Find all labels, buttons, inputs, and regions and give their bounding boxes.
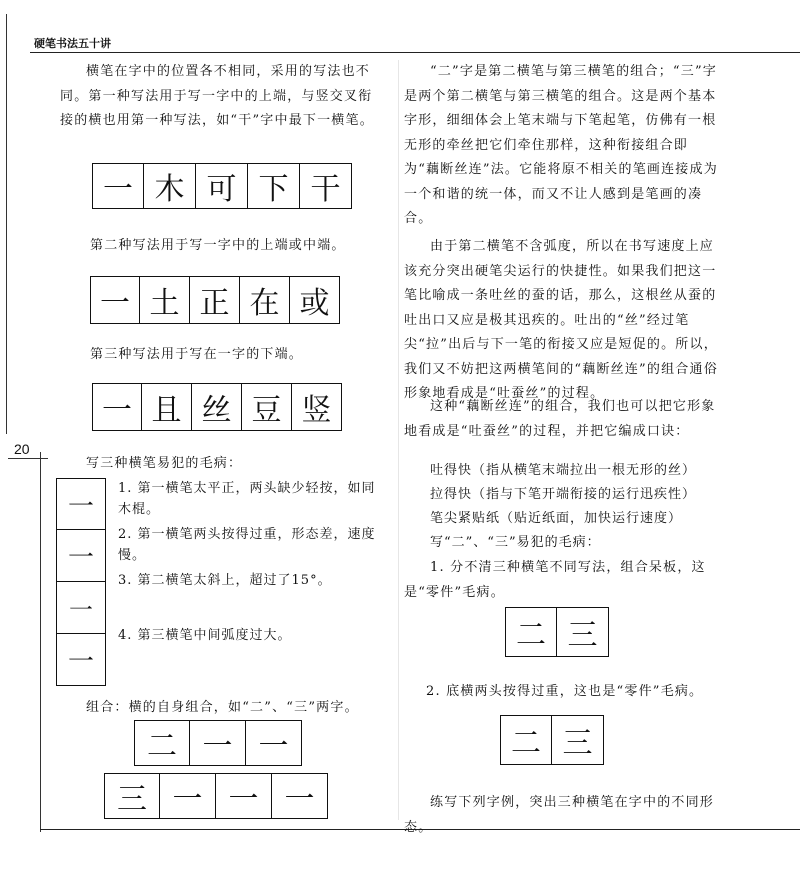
fault-char: 三 (552, 715, 604, 765)
example-char: 竖 (292, 383, 342, 431)
example-box-3 (92, 383, 342, 431)
example-char: 丝 (192, 383, 242, 431)
example-box-2 (90, 276, 340, 324)
combo-char: 一 (272, 773, 328, 819)
right-paragraph-3: 这种“藕断丝连”的组合，我们也可以把它形象地看成是“吐蚕丝”的过程，并把它编成口诀： (404, 399, 716, 439)
mnemonic-list (430, 459, 730, 555)
example-char: 豆 (242, 383, 292, 431)
example-char: 土 (140, 276, 190, 324)
right-fault-1: 1. 分不清三种横笔不同写法，组合呆板，这是“零件”毛病。 (404, 560, 706, 600)
combination-text: 组合：横的自身组合，如“二”、“三”两字。 (86, 700, 359, 715)
combo-char: 一 (160, 773, 216, 819)
page-number: 20 (14, 441, 30, 457)
right-paragraph-2: 由于第二横笔不含弧度，所以在书写速度上应该充分突出硬笔尖运行的快捷性。如果我们把这一笔比喻成一条吐丝的蚕的话，那么，这根丝从蚕的吐出口又应是极其迅疾的。吐出的“丝”经过笔尖“拉”出后与下一笔的衔接又应是短促的。所以，我们又不妨把这两横笔间的“藕断丝连”的组合通俗形象地看成是“吐蚕丝”的过程。 (404, 239, 718, 401)
fault-glyph: 一 (56, 530, 106, 582)
fault-glyph: 一 (56, 582, 106, 634)
column-divider (398, 60, 399, 820)
combo-row-2 (104, 773, 328, 819)
fault-glyph: 一 (56, 634, 106, 686)
left-margin-line-lower (40, 452, 41, 832)
mnemonic-line: 笔尖紧贴纸（贴近纸面，加快运行速度） (430, 511, 683, 526)
combo-char: 一 (216, 773, 272, 819)
example-char: 或 (290, 276, 340, 324)
fault-glyph: 一 (56, 478, 106, 530)
combo-char: 一 (246, 720, 302, 766)
example-box-1 (92, 163, 352, 209)
example-char: 干 (300, 163, 352, 209)
combo-char: 二 (134, 720, 190, 766)
fault-item: 3. 第二横笔太斜上，超过了15°。 (118, 573, 332, 588)
practice-text: 练写下列字例，突出三种横笔在字中的不同形态。 (404, 795, 715, 835)
example-char: 且 (142, 383, 192, 431)
intro-paragraph: 横笔在字中的位置各不相同，采用的写法也不同。第一种写法用于写一字中的上端，与竖交叉衔接的横也用第一种写法，如“干”字中最下一横笔。 (60, 64, 374, 128)
example-char: 木 (144, 163, 196, 209)
caption-second-method: 第二种写法用于写一字中的上端或中端。 (90, 238, 346, 253)
fault-item: 1. 第一横笔太平正，两头缺少轻按，如同木棍。 (118, 481, 376, 517)
mnemonic-line: 写“二”、“三”易犯的毛病： (430, 535, 601, 550)
header-rule (30, 52, 800, 53)
mnemonic-line: 拉得快（指与下笔开端衔接的运行迅疾性） (430, 487, 697, 502)
combo-row-1 (134, 720, 302, 766)
fault-example-b (500, 715, 604, 765)
fault-char: 二 (505, 607, 557, 657)
fault-char: 二 (500, 715, 552, 765)
fault-item: 4. 第三横笔中间弧度过大。 (118, 628, 292, 643)
faults-heading: 写三种横笔易犯的毛病： (86, 456, 243, 471)
example-char: 一 (90, 276, 140, 324)
right-fault-2: 2. 底横两头按得过重，这也是“零件”毛病。 (426, 684, 704, 699)
example-char: 下 (248, 163, 300, 209)
fault-example-a (505, 607, 609, 657)
example-char: 在 (240, 276, 290, 324)
combo-char: 一 (190, 720, 246, 766)
example-char: 一 (92, 383, 142, 431)
page-number-rule (8, 458, 48, 459)
fault-item: 2. 第一横笔两头按得过重，形态差，速度慢。 (118, 527, 376, 563)
example-char: 正 (190, 276, 240, 324)
fault-glyph-column (56, 478, 106, 686)
combo-char: 三 (104, 773, 160, 819)
caption-third-method: 第三种写法用于写在一字的下端。 (90, 347, 304, 362)
mnemonic-line: 吐得快（指从横笔末端拉出一根无形的丝） (430, 463, 697, 478)
example-char: 一 (92, 163, 144, 209)
running-title: 硬笔书法五十讲 (34, 37, 111, 50)
fault-char: 三 (557, 607, 609, 657)
left-margin-line (6, 14, 7, 434)
faults-list (118, 478, 380, 646)
example-char: 可 (196, 163, 248, 209)
right-paragraph-1: “二”字是第二横笔与第三横笔的组合；“三”字是两个第二横笔与第三横笔的组合。这是两个基本字形，细细体会上笔末端与下笔起笔，仿佛有一根无形的牵丝把它们牵住那样，这种衔接组合即为“藕断丝连”法。它能将原不相关的笔画连接成为一个和谐的统一体，而又不让人感到是笔画的凑合。 (404, 64, 718, 226)
